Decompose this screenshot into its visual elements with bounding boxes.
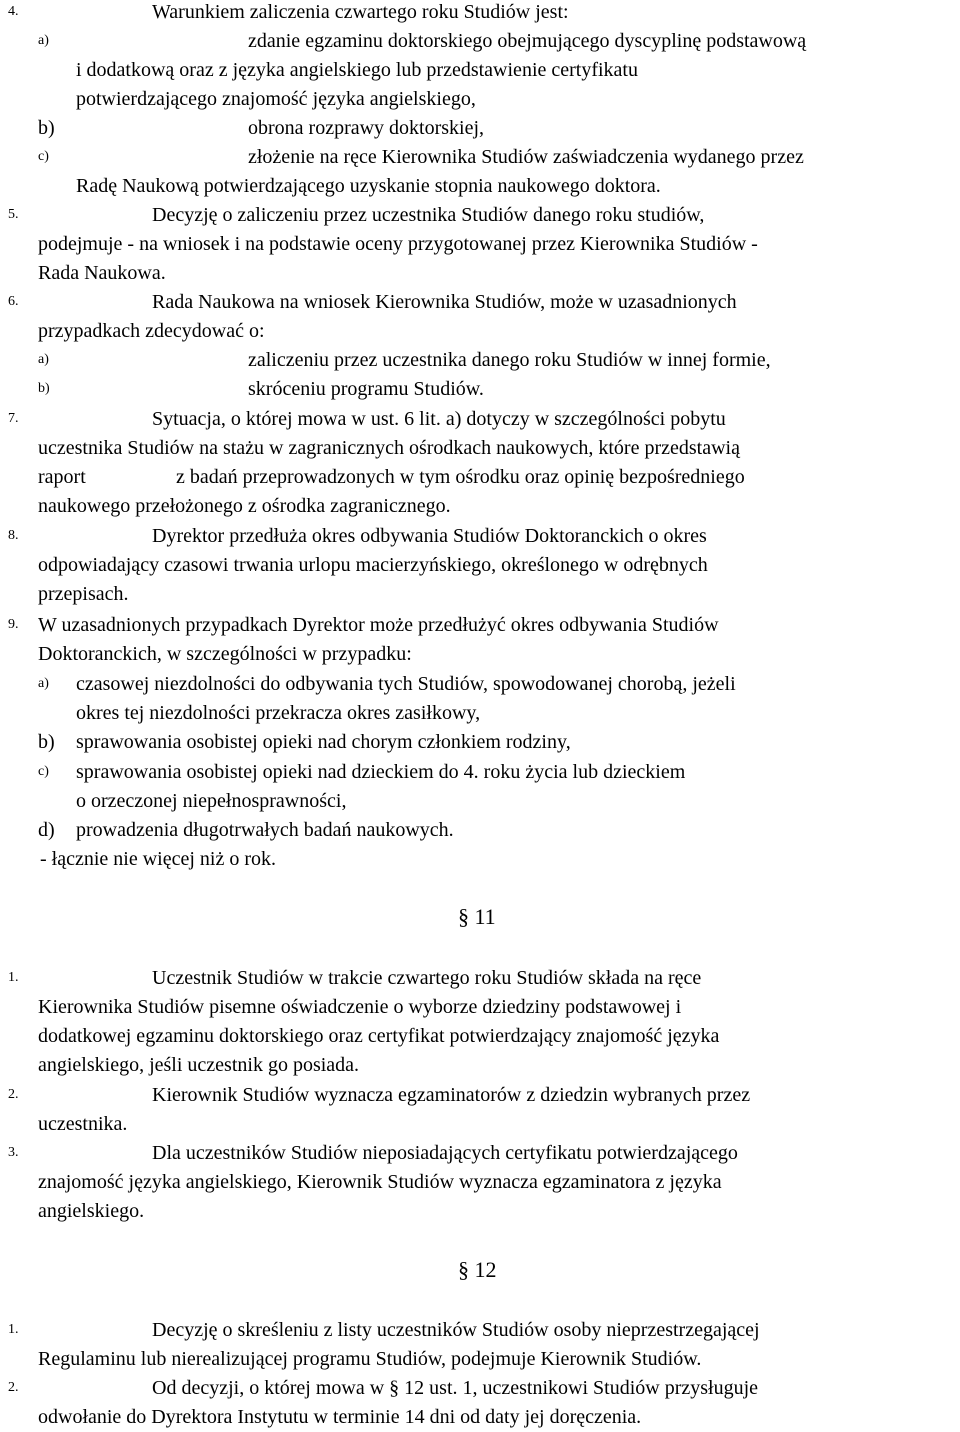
s11-p2-text: Kierownik Studiów wyznacza egzaminatorów z dziedzin wybranych przez [152,1084,751,1106]
p8-number: 8. [8,528,19,543]
p6-b-text: skróceniu programu Studiów. [248,378,484,400]
p9-b-text: sprawowania osobistej opieki nad chorym członkiem rodziny, [76,731,571,753]
p9-d-label: d) [38,819,55,841]
s12-p2-text: Od decyzji, o której mowa w § 12 ust. 1, uczestnikowi Studiów przysługuje [152,1377,759,1399]
p6-a-text: zaliczeniu przez uczestnika danego roku Studiów w innej formie, [248,349,771,371]
p8-text: przepisach. [38,583,129,605]
p6-text: Rada Naukowa na wniosek Kierownika Studiów, może w uzasadnionych [152,291,737,313]
s11-p3-text: Dla uczestników Studiów nieposiadających certyfikatu potwierdzającego [152,1142,738,1164]
section-sign: § [458,1257,469,1282]
p7-text: uczestnika Studiów na stażu w zagranicznych ośrodkach naukowych, które przedstawią [38,437,740,459]
p7-number: 7. [8,411,19,426]
p4-a-text: zdanie egzaminu doktorskiego obejmującego dyscyplinę podstawową [248,30,807,52]
s11-p2-number: 2. [8,1087,19,1102]
p7-text: raport [38,466,86,488]
s11-p1-text: Uczestnik Studiów w trakcie czwartego roku Studiów składa na ręce [152,967,702,989]
p5-number: 5. [8,207,19,222]
s11-p1-text: dodatkowej egzaminu doktorskiego oraz certyfikat potwierdzający znajomość języka [38,1025,720,1047]
p4-c-continuation: Radę Naukową potwierdzającego uzyskanie stopnia naukowego doktora. [76,175,661,197]
s11-p1-number: 1. [8,970,19,985]
p4-a-label: a) [38,33,49,48]
p8-text: Dyrektor przedłuża okres odbywania Studiów Doktoranckich o okres [152,525,707,547]
p8-text: odpowiadający czasowi trwania urlopu macierzyńskiego, określonego w odrębnych [38,554,708,576]
p7-text: Sytuacja, o której mowa w ust. 6 lit. a) dotyczy w szczególności pobytu [152,408,726,430]
p4-c-text: złożenie na ręce Kierownika Studiów zaświadczenia wydanego przez [248,146,804,168]
p9-text: Doktoranckich, w szczególności w przypadku: [38,643,412,665]
s12-p2-number: 2. [8,1380,19,1395]
p5-text: podejmuje - na wniosek i na podstawie oceny przygotowanej przez Kierownika Studiów - [38,233,758,255]
p4-c-label: c) [38,149,49,164]
p4-b-label: b) [38,117,55,139]
p9-text: W uzasadnionych przypadkach Dyrektor może przedłużyć okres odbywania Studiów [38,614,719,636]
p4-a-continuation: i dodatkową oraz z języka angielskiego lub przedstawienie certyfikatu [76,59,638,81]
p9-tail: - łącznie nie więcej niż o rok. [40,848,276,870]
section-number: 11 [474,904,496,929]
p6-a-label: a) [38,352,49,367]
p4-a-continuation: potwierdzającego znajomość języka angielskiego, [76,88,476,110]
p9-c-text: sprawowania osobistej opieki nad dzieckiem do 4. roku życia lub dzieckiem [76,761,686,783]
s12-p1-text: Decyzję o skreśleniu z listy uczestników Studiów osoby nieprzestrzegającej [152,1319,760,1341]
p4-heading: Warunkiem zaliczenia czwartego roku Studiów jest: [152,1,569,23]
p7-text: z badań przeprowadzonych w tym ośrodku oraz opinię bezpośredniego [176,466,745,488]
s12-p1-text: Regulaminu lub nierealizującej programu Studiów, podejmuje Kierownik Studiów. [38,1348,702,1370]
section-11-heading [458,903,496,931]
p5-text: Rada Naukowa. [38,262,166,284]
p6-text: przypadkach zdecydować o: [38,320,265,342]
p9-a-label: a) [38,676,49,691]
p5-text: Decyzję o zaliczeniu przez uczestnika Studiów danego roku studiów, [152,204,705,226]
s12-p1-number: 1. [8,1322,19,1337]
s11-p2-text: uczestnika. [38,1113,128,1135]
p9-a-text: czasowej niezdolności do odbywania tych Studiów, spowodowanej chorobą, jeżeli [76,673,736,695]
s11-p1-text: angielskiego, jeśli uczestnik go posiada. [38,1054,360,1076]
s11-p3-number: 3. [8,1145,19,1160]
s11-p3-text: znajomość języka angielskiego, Kierownik Studiów wyznacza egzaminatora z języka [38,1171,722,1193]
p9-d-text: prowadzenia długotrwałych badań naukowych. [76,819,454,841]
p9-a-continuation: okres tej niezdolności przekracza okres zasiłkowy, [76,702,481,724]
p9-b-label: b) [38,731,55,753]
s12-p2-text: odwołanie do Dyrektora Instytutu w terminie 14 dni od daty jej doręczenia. [38,1406,642,1428]
s11-p3-text: angielskiego. [38,1200,145,1222]
p7-text: naukowego przełożonego z ośrodka zagranicznego. [38,495,451,517]
section-sign: § [458,904,469,929]
p9-number: 9. [8,617,19,632]
p9-c-continuation: o orzeczonej niepełnosprawności, [76,790,347,812]
p4-b-text: obrona rozprawy doktorskiej, [248,117,485,139]
section-12-heading [458,1256,497,1284]
p6-b-label: b) [38,381,50,396]
p4-number: 4. [8,4,19,19]
section-number: 12 [474,1257,497,1282]
s11-p1-text: Kierownika Studiów pisemne oświadczenie o wyborze dziedziny podstawowej i [38,996,682,1018]
p6-number: 6. [8,294,19,309]
p9-c-label: c) [38,764,49,779]
